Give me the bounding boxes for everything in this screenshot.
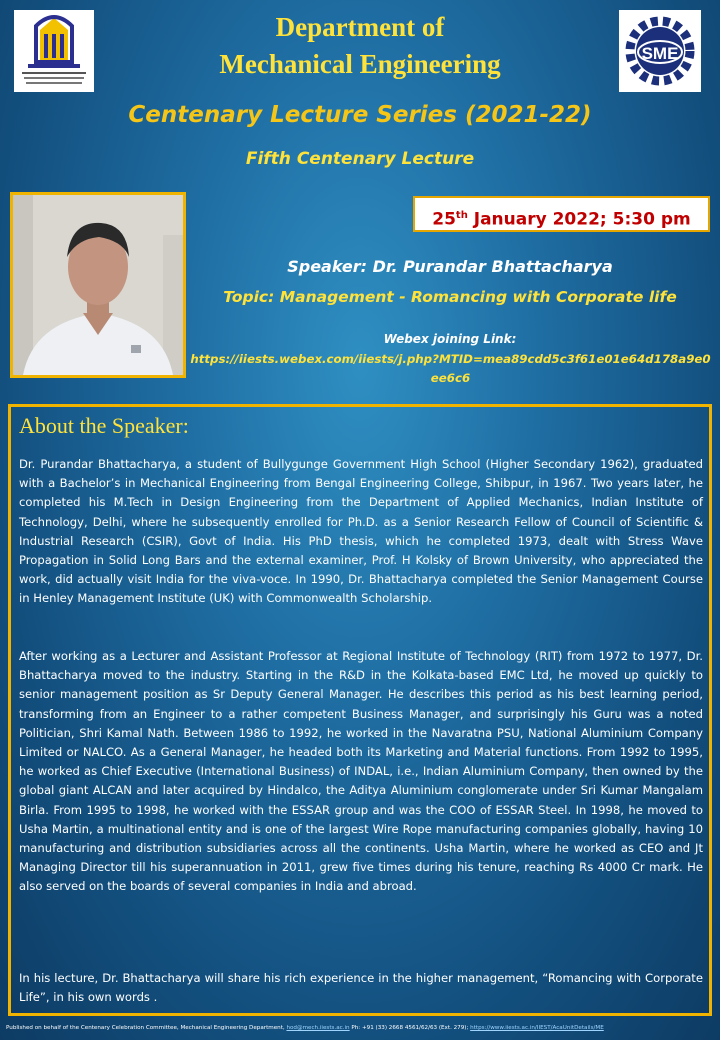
bio-paragraph-3: In his lecture, Dr. Bhattacharya will share his rich experience in the higher management, “Romancing with Corporate Life”, in his own words . xyxy=(19,971,703,1005)
footer xyxy=(6,1025,714,1031)
about-heading: About the Speaker: xyxy=(19,413,189,438)
series-title: Centenary Lecture Series (2021-22) xyxy=(128,102,592,128)
speaker-name: Speaker: Dr. Purandar Bhattacharya xyxy=(287,257,613,276)
webex-label: Webex joining Link: xyxy=(383,332,517,346)
date-day: 25 xyxy=(432,209,456,230)
event-date xyxy=(413,196,710,232)
footer-phone: Ph: +91 (33) 2668 4561/62/63 (Ext. 279); xyxy=(349,1025,469,1031)
date-suffix: th xyxy=(455,210,468,221)
footer-text: Published on behalf of the Centenary Celebration Committee, Mechanical Engineering Department, xyxy=(6,1025,285,1031)
lecture-title: Fifth Centenary Lecture xyxy=(245,149,475,169)
iiest-logo xyxy=(14,10,94,92)
lecture-topic: Topic: Management - Romancing with Corporate life xyxy=(223,288,677,306)
webex-link[interactable]: https://iiests.webex.com/iiests/j.php?MTID=mea89cdd5c3f61e01e64d178a9e0ee6c6 xyxy=(190,352,711,385)
footer-url-link[interactable]: https://www.iiests.ac.in/IIEST/AcaUnitDetails/ME xyxy=(470,1025,604,1031)
dept-title-line1: Department of xyxy=(275,12,445,42)
footer-email-link[interactable]: hod@mech.iiests.ac.in xyxy=(286,1025,350,1031)
sme-logo xyxy=(619,10,701,92)
date-time: January 2022; 5:30 pm xyxy=(467,209,691,230)
dept-title-line2: Mechanical Engineering xyxy=(219,49,501,79)
bio-paragraph-1: Dr. Purandar Bhattacharya, a student of Bullygunge Government High School (Higher Secondary 1962), graduated with a Bachelor’s in Mechanical Engineering from Bengal Engineering College, Shibpur, in 1967. Two years later, he completed his M.Tech in Design Engineering from the Department of Applied Mechanics, Indian Institute of Technology, Delhi, where he subsequently enrolled for Ph.D. as a Senior Research Fellow of Council of Scientific & Industrial Research (CSIR), Govt of India. His PhD thesis, which he completed 1973, dealt with Stress Wave Propagation in Solid Long Bars and the external examiner, Prof. H Kolsky of Brown University, who appreciated the work, did actually visit India for the viva-voce. In 1990, Dr. Bhattacharya completed the Senior Management Course in Henley Management Institute (UK) with Commonwealth Scholarship. xyxy=(19,457,703,606)
speaker-photo xyxy=(10,192,186,378)
bio-paragraph-2: After working as a Lecturer and Assistant Professor at Regional Institute of Technology (RIT) from 1972 to 1977, Dr. Bhattacharya moved to the industry. Starting in the R&D in the Kolkata-based EMC Ltd, he moved up quickly to senior management position as Sr Deputy General Manager. He describes this period as his best learning period, transforming from an Engineer to a rather competent Business Manager, and surprisingly his Guru was a noted Politician, Shri Kamal Nath. Between 1986 to 1992, he worked in the Navaratna PSU, National Aluminium Company Limited or NALCO. As a General Manager, he headed both its Marketing and Material functions. From 1992 to 1995, he worked as Chief Executive (International Business) of INDAL, i.e., Indian Aluminium Company, then owned by the global giant ALCAN and later acquired by Hindalco, the Aditya Aluminium conglomerate under Sri Kumar Mangalam Birla. From 1995 to 1998, he worked with the ESSAR group and was the COO of ESSAR Steel. In 1998, he moved to Usha Martin, a multinational entity and is one of the largest Wire Rope manufacturing companies globally, having 10 manufacturing and distribution subsidiaries across all the continents. Usha Martin, where he worked as CEO and Jt Managing Director till his superannuation in 2011, grew five times during his tenure, reaching Rs 4000 Cr mark. He also served on the boards of several companies in India and abroad. xyxy=(19,649,703,894)
about-speaker-box xyxy=(8,404,712,1016)
sme-logo-text: SME xyxy=(641,44,679,63)
